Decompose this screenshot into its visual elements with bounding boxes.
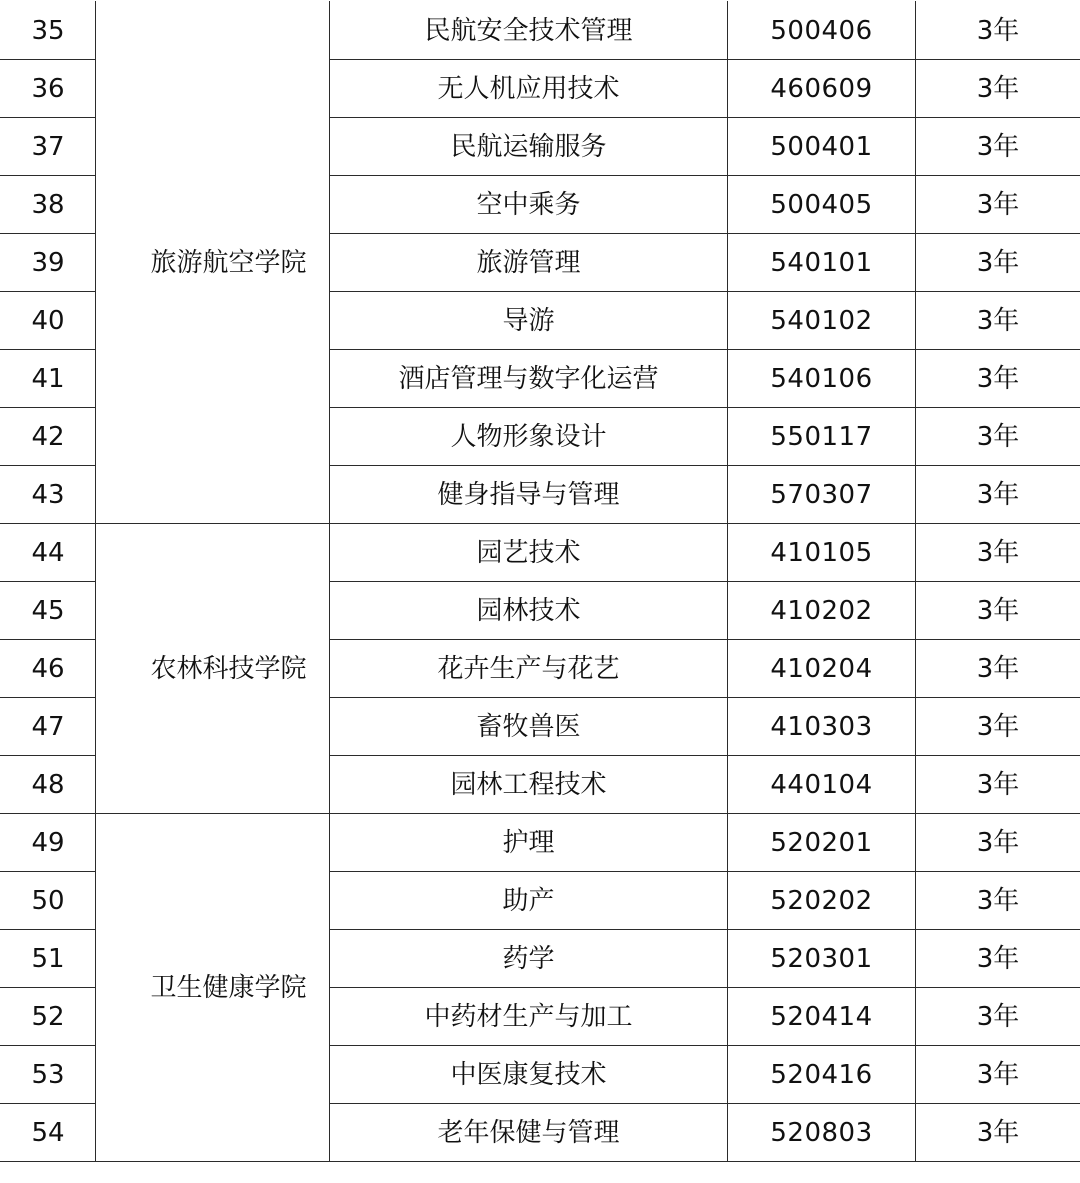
major-code: 520202 [728, 872, 916, 930]
major-name: 民航运输服务 [330, 118, 728, 176]
major-code: 500405 [728, 176, 916, 234]
major-code: 500401 [728, 118, 916, 176]
study-years: 3年 [916, 988, 1080, 1046]
study-years: 3年 [916, 1104, 1080, 1162]
majors-table-body [1, 2, 1080, 1162]
major-code: 540106 [728, 350, 916, 408]
major-name: 园林工程技术 [330, 756, 728, 814]
study-years: 3年 [916, 698, 1080, 756]
major-code: 520201 [728, 814, 916, 872]
study-years: 3年 [916, 2, 1080, 60]
study-years: 3年 [916, 292, 1080, 350]
college-name: 旅游航空学院 [96, 2, 330, 524]
major-code: 520803 [728, 1104, 916, 1162]
row-number: 46 [1, 640, 96, 698]
study-years: 3年 [916, 118, 1080, 176]
major-name: 护理 [330, 814, 728, 872]
row-number: 40 [1, 292, 96, 350]
major-name: 民航安全技术管理 [330, 2, 728, 60]
study-years: 3年 [916, 814, 1080, 872]
major-name: 中药材生产与加工 [330, 988, 728, 1046]
major-code: 440104 [728, 756, 916, 814]
study-years: 3年 [916, 1046, 1080, 1104]
row-number: 41 [1, 350, 96, 408]
row-number: 45 [1, 582, 96, 640]
major-name: 健身指导与管理 [330, 466, 728, 524]
table-row [1, 2, 1080, 60]
row-number: 39 [1, 234, 96, 292]
row-number: 36 [1, 60, 96, 118]
major-name: 花卉生产与花艺 [330, 640, 728, 698]
study-years: 3年 [916, 872, 1080, 930]
major-name: 药学 [330, 930, 728, 988]
table-row [1, 524, 1080, 582]
study-years: 3年 [916, 350, 1080, 408]
row-number: 35 [1, 2, 96, 60]
major-code: 410204 [728, 640, 916, 698]
row-number: 51 [1, 930, 96, 988]
major-code: 540101 [728, 234, 916, 292]
study-years: 3年 [916, 466, 1080, 524]
majors-table [0, 1, 1080, 1162]
major-name: 助产 [330, 872, 728, 930]
study-years: 3年 [916, 176, 1080, 234]
major-name: 畜牧兽医 [330, 698, 728, 756]
study-years: 3年 [916, 234, 1080, 292]
major-code: 550117 [728, 408, 916, 466]
college-name: 卫生健康学院 [96, 814, 330, 1162]
major-name: 人物形象设计 [330, 408, 728, 466]
row-number: 48 [1, 756, 96, 814]
study-years: 3年 [916, 640, 1080, 698]
row-number: 50 [1, 872, 96, 930]
major-name: 园林技术 [330, 582, 728, 640]
major-code: 520301 [728, 930, 916, 988]
major-code: 500406 [728, 2, 916, 60]
major-code: 410105 [728, 524, 916, 582]
study-years: 3年 [916, 524, 1080, 582]
row-number: 43 [1, 466, 96, 524]
study-years: 3年 [916, 582, 1080, 640]
row-number: 52 [1, 988, 96, 1046]
major-name: 无人机应用技术 [330, 60, 728, 118]
study-years: 3年 [916, 756, 1080, 814]
row-number: 44 [1, 524, 96, 582]
row-number: 42 [1, 408, 96, 466]
study-years: 3年 [916, 408, 1080, 466]
major-code: 410303 [728, 698, 916, 756]
major-name: 园艺技术 [330, 524, 728, 582]
major-name: 酒店管理与数字化运营 [330, 350, 728, 408]
major-code: 540102 [728, 292, 916, 350]
major-code: 410202 [728, 582, 916, 640]
major-code: 570307 [728, 466, 916, 524]
row-number: 54 [1, 1104, 96, 1162]
study-years: 3年 [916, 60, 1080, 118]
row-number: 38 [1, 176, 96, 234]
major-name: 老年保健与管理 [330, 1104, 728, 1162]
study-years: 3年 [916, 930, 1080, 988]
major-name: 旅游管理 [330, 234, 728, 292]
major-name: 空中乘务 [330, 176, 728, 234]
major-code: 460609 [728, 60, 916, 118]
major-code: 520416 [728, 1046, 916, 1104]
row-number: 37 [1, 118, 96, 176]
college-name: 农林科技学院 [96, 524, 330, 814]
row-number: 47 [1, 698, 96, 756]
row-number: 49 [1, 814, 96, 872]
major-name: 导游 [330, 292, 728, 350]
row-number: 53 [1, 1046, 96, 1104]
major-name: 中医康复技术 [330, 1046, 728, 1104]
major-code: 520414 [728, 988, 916, 1046]
table-row [1, 814, 1080, 872]
